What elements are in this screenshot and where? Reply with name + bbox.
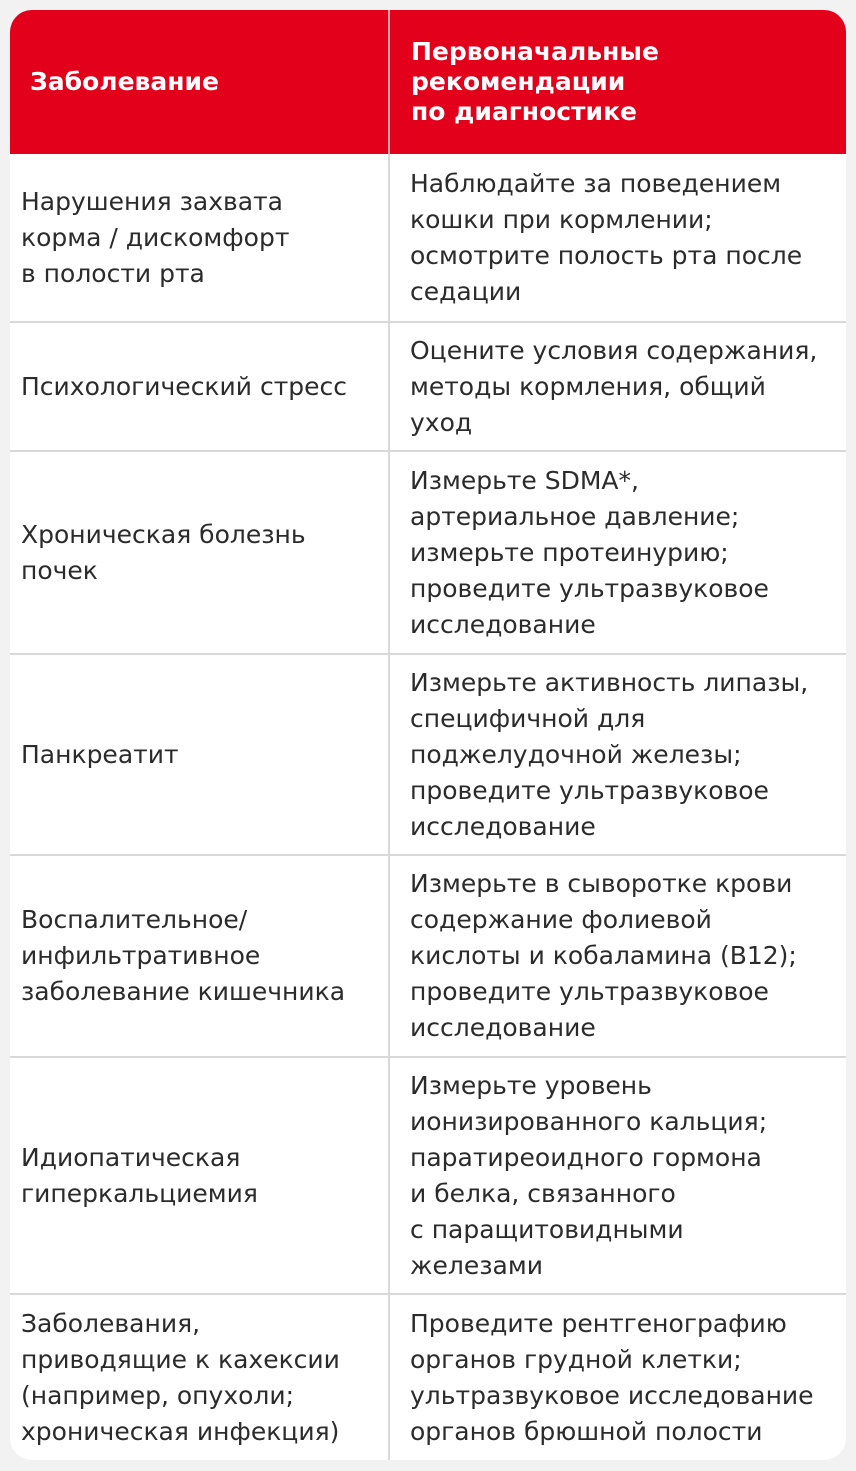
recommendation-cell: Наблюдайте за поведением кошки при кормлении; осмотрите полость рта после седации [389,154,846,322]
condition-cell: Панкреатит [10,654,389,855]
recommendation-cell: Измерьте активность липазы, специфичной для поджелудочной железы; проведите ультразвуковое исследование [389,654,846,855]
recommendation-cell: Оцените условия содержания, методы кормления, общий уход [389,322,846,451]
condition-cell: Идиопатическая гиперкальциемия [10,1057,389,1294]
header-recommendations: Первоначальные рекомендации по диагностике [389,10,846,154]
recommendation-cell: Измерьте уровень ионизированного кальция; паратиреоидного гормона и белка, связанного с паращитовидными железами [389,1057,846,1294]
condition-cell: Нарушения захвата корма / дискомфорт в полости рта [21,186,290,288]
diagnostic-table-card [10,10,846,1460]
table-row [10,451,846,654]
condition-cell: Психологический стресс [10,322,389,451]
recommendation-cell: Измерьте в сыворотке крови содержание фолиевой кислоты и кобаламина (B12); проведите ультразвуковое исследование [389,855,846,1057]
header-condition: Заболевание [10,10,389,154]
condition-cell: Заболевания, приводящие к кахексии (например, опухоли; хроническая инфекция) [10,1294,389,1460]
recommendation-cell: Измерьте SDMA*, артериальное давление; измерьте протеинурию; проведите ультразвуковое исследование [389,451,846,654]
condition-cell: Хроническая болезнь почек [10,451,389,654]
diagnostic-table [10,10,846,1460]
table-row [10,855,846,1057]
table-header [10,10,846,154]
table-row [10,1294,846,1460]
table-body [10,154,846,1460]
recommendation-cell: Проведите рентгенографию органов грудной клетки; ультразвуковое исследование органов брюшной полости [389,1294,846,1460]
table-row [10,1057,846,1294]
table-row [10,322,846,451]
table-row [10,654,846,855]
condition-cell: Воспалительное/ инфильтративное заболевание кишечника [10,855,389,1057]
table-row [10,154,846,322]
